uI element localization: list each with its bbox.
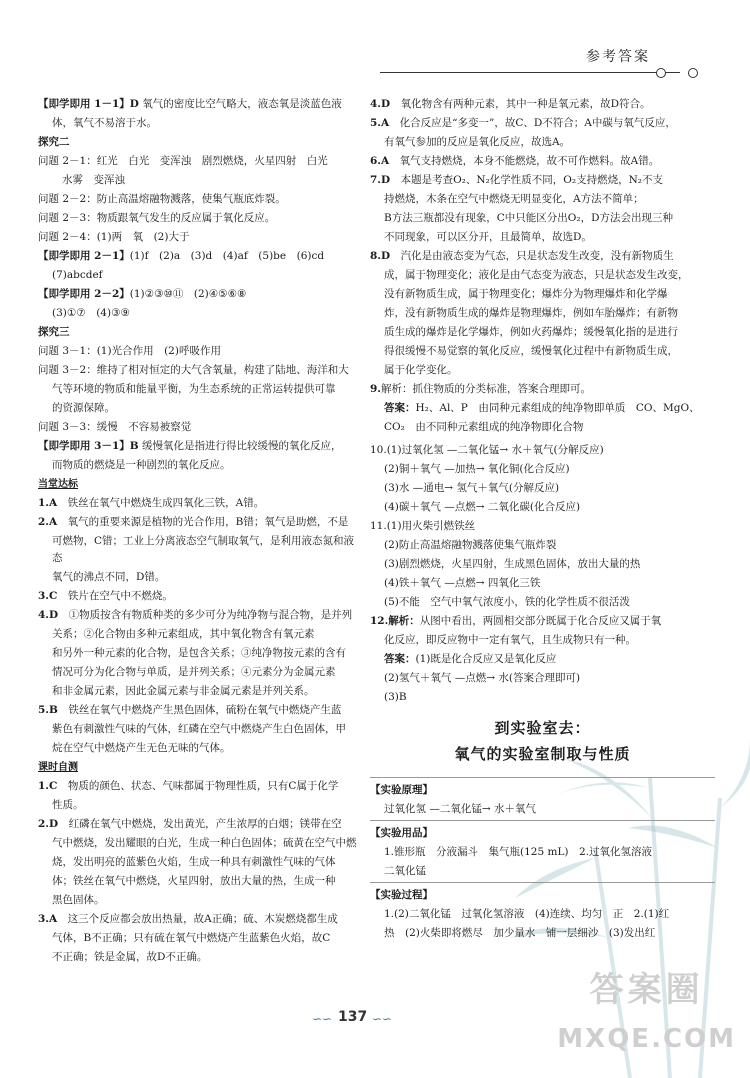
answer-line: 关系；②化合物由多种元素组成，其中氧化物含有氧元素: [52, 628, 315, 641]
equation-line: (4)碳＋氧气 —点燃→ 二氧化碳(化合反应): [384, 501, 581, 513]
answer-line: 问题 2－1：红光 白光 变浑浊 剧烈燃烧，火星四射 白光: [38, 155, 328, 167]
lab-process: 热 (2)火柴即将燃尽 加少量水 铺一层细沙 (3)发出红: [384, 926, 656, 939]
header-rule: [380, 72, 680, 73]
page-ornament-left: ∽∽: [312, 1012, 333, 1026]
answer-line: 【即学即用 2－2】(1)②③⑩⑪ (2)④⑤⑥⑧: [38, 288, 247, 300]
equation-line: 10.(1)过氧化氢 —二氧化锰→ 水＋氧气(分解反应): [370, 444, 604, 456]
lab-section-title: 到实验室去：: [494, 719, 591, 737]
page-number: 137: [338, 1009, 368, 1025]
answer-line: 问题 3－3：缓慢 不容易被察觉: [38, 421, 192, 433]
answer-line: 问题 3－2：维持了相对恒定的大气含氧量，构建了陆地、海洋和大: [38, 364, 349, 376]
lab-section-subtitle: 氧气的实验室制取与性质: [454, 745, 631, 764]
answer-line: 得很缓慢不易觉察的氧化反应，缓慢氧化过程中有新物质生成，: [384, 345, 678, 357]
equation-line: (4)铁＋氧气 —点燃→ 四氧化三铁: [384, 577, 541, 589]
answer-line: 有氧气参加的反应是氧化反应，故选A。: [384, 136, 571, 148]
answer-line: 炸，没有新物质生成的爆炸是物理爆炸，例如车胎爆炸；有新物: [384, 307, 678, 319]
answer-line: 【即学即用 3－1】B 缓慢氧化是指进行得比较缓慢的氧化反应，: [38, 440, 342, 452]
section-heading: 探究三: [38, 326, 70, 338]
right-column: [370, 96, 715, 944]
answer-line: 4.D 氧化物含有两种元素，其中一种是氧元素，故D符合。: [370, 98, 651, 110]
answer-line: 问题 2－2：防止高温熔融物溅落，使集气瓶底炸裂。: [38, 193, 286, 205]
page-ornament-right: ∽∽: [372, 1012, 393, 1026]
answer-line: 问题 2－3：物质跟氧气发生的反应属于氧化反应。: [38, 212, 276, 224]
equation-line: (3)水 —通电→ 氢气＋氧气(分解反应): [384, 482, 560, 494]
answer-line: 气中燃烧，发出耀眼的白光，生成一种白色固体；硫黄在空气中燃: [52, 837, 357, 850]
answer-line: 9.解析：抓住物质的分类标准，答案合理即可。: [370, 383, 591, 395]
answer-line: 化反应，即反应物中一定有氧气，且生成物只有一种。: [384, 634, 636, 646]
divider: [370, 777, 715, 778]
answer-line: 和另外一种元素的化合物，是包含关系；③纯净物按元素的含有: [52, 647, 346, 660]
lab-materials-label: 【实验用品】: [370, 826, 433, 839]
answer-line: 问题 3－1：(1)光合作用 (2)呼吸作用: [38, 345, 221, 357]
answer-line: 和非金属元素，因此金属元素与非金属元素是并列关系。: [52, 685, 315, 698]
answer-line: 质生成的爆炸是化学爆炸，例如火药爆炸；缓慢氧化指的是进行: [384, 326, 678, 338]
answer-line: 5.B 铁丝在氧气中燃烧产生黑色固体，硫粉在氧气中燃烧产生蓝: [38, 704, 342, 717]
answer-line: 体，氧气不易溶于水。: [52, 117, 157, 129]
answer-line: 1.C 物质的颜色、状态、气味都属于物理性质，只有C属于化学: [38, 780, 339, 793]
answer-line: B方法三瓶都没有现象，C中只能区分出O₂，D方法会出现三种: [384, 212, 673, 224]
answer-line: 2.A 氧气的重要来源是植物的光合作用，B错；氧气是助燃，不是: [38, 516, 349, 529]
answer-line: 持燃烧，木条在空气中燃烧无明显变化，A方法不简单；: [384, 193, 644, 205]
answer-line: 紫色有刺激性气味的气体，红磷在空气中燃烧产生白色固体，甲: [52, 723, 346, 736]
answer-line: 情况可分为化合物与单质，是并列关系；④元素分为金属元素: [52, 666, 336, 679]
answer-line: CO₂ 由不同种元素组成的纯净物即化合物: [384, 421, 584, 433]
answer-line: 1.A 铁丝在氧气中燃烧生成四氧化三铁，A错。: [38, 497, 265, 510]
section-heading: 探究二: [38, 136, 70, 148]
answer-line: 属于化学变化。: [384, 364, 458, 376]
answer-line: 成，属于物理变化；液化是由气态变为液态，只是状态发生改变，: [384, 269, 689, 281]
divider: [370, 820, 715, 821]
lab-principle: 过氧化氢 —二氧化锰→ 水＋氧气: [384, 802, 536, 815]
answer-line: 气体，B不正确；只有硫在氧气中燃烧产生蓝紫色火焰，故C: [52, 932, 331, 945]
answer-line: 2.D 红磷在氧气中燃烧，发出黄光，产生浓厚的白烟；镁带在空: [38, 818, 342, 831]
answer-line: (3)①⑦ (4)③⑨: [52, 307, 130, 319]
subsection-heading: 当堂达标: [38, 479, 78, 490]
answer-line: (7)abcdef: [52, 269, 103, 281]
answer-line: 8.D 汽化是由液态变为气态，只是状态发生改变，没有新物质生: [370, 250, 674, 262]
answer-line: 的资源保障。: [52, 402, 115, 414]
answer-line: 6.A 氧气支持燃烧，本身不能燃烧，故不可作燃料。故A错。: [370, 155, 660, 167]
header-circle: [688, 68, 698, 78]
lab-process-label: 【实验过程】: [370, 888, 433, 901]
answer-line: 问题 2－4：(1)两 氧 (2)大于: [38, 231, 190, 243]
answer-line: 5.A 化合反应是“多变一”，故C、D不符合；A中碳与氧气反应，: [370, 117, 676, 129]
answer-line: 而物质的燃烧是一种剧烈的氧化反应。: [52, 459, 231, 471]
subsection-heading: 课时自测: [38, 762, 78, 774]
divider: [370, 882, 715, 883]
answer-line: 【即学即用 2－1】(1)f (2)a (3)d (4)af (5)be (6)cd: [38, 250, 325, 262]
answer-line: 烧，发出明亮的蓝紫色火焰，生成一种具有刺激性气味的气体: [52, 856, 336, 869]
answer-line: 性质。: [52, 799, 84, 812]
answer-line: 答案：H₂、Al、P 由同种元素组成的纯净物即单质 CO、MgO、: [384, 402, 700, 414]
answer-line: 水雾 变浑浊: [62, 174, 125, 186]
answer-line: 4.D ①物质按含有物质种类的多少可分为纯净物与混合物，是并列: [38, 609, 353, 622]
answer-line: 可燃物，C错；工业上分离液态空气制取氧气，是利用液态氮和液态: [52, 535, 355, 565]
answer-line: (2)防止高温熔融物溅落使集气瓶炸裂: [384, 539, 557, 551]
answer-line: 答案：(1)既是化合反应又是氧化反应: [384, 653, 557, 665]
left-column: [38, 96, 358, 968]
answer-line: 没有新物质生成，属于物理变化；爆炸分为物理爆炸和化学爆: [384, 288, 668, 300]
answer-line: (3)B: [384, 691, 407, 703]
header-circle: [656, 68, 666, 78]
answer-line: 不正确；铁是金属，故D不正确。: [52, 951, 208, 964]
answer-line: 3.C 铁片在空气中不燃烧。: [38, 590, 173, 603]
answer-line: 【即学即用 1－1】D 氧气的密度比空气略大，液态氧是淡蓝色液: [38, 98, 342, 110]
lab-process: 1.(2)二氧化锰 过氧化氢溶液 (4)连续、均匀 正 2.(1)红: [384, 907, 670, 920]
answer-line: 烷在空气中燃烧产生无色无味的气体。: [52, 742, 231, 755]
lab-principle-label: 【实验原理】: [370, 783, 433, 796]
answer-line: (3)剧烈燃烧，火星四射，生成黑色固体，放出大量的热: [384, 558, 641, 570]
answer-line: 氧气的沸点不同，D错。: [52, 571, 166, 584]
lab-materials: 二氧化锰: [384, 864, 426, 877]
answer-line: 7.D 本题是考查O₂、N₂化学性质不同，O₂支持燃烧，N₂不支: [370, 174, 664, 186]
watermark-logo: 答案圈 MXQE.COM: [557, 969, 736, 1054]
header-title: 参考答案: [586, 49, 650, 65]
answer-line: 体；铁丝在氧气中燃烧，火星四射，放出大量的热，生成一种: [52, 875, 336, 888]
answer-line: (5)不能 空气中氧气浓度小，铁的化学性质不很活泼: [384, 596, 630, 608]
equation-line: (2)氢气＋氧气 —点燃→ 水(答案合理即可): [384, 672, 581, 684]
answer-line: 12.解析：从图中看出，两圆相交部分既属于化合反应又属于氧: [370, 615, 662, 627]
answer-line: 3.A 这三个反应都会放出热量，故A正确；硫、木炭燃烧都生成: [38, 913, 338, 926]
answer-line: 不同现象，可以区分开，且最简单，故选D。: [384, 231, 592, 243]
equation-line: (2)铜＋氧气 —加热→ 氧化铜(化合反应): [384, 463, 570, 475]
answer-line: 黑色固体。: [52, 894, 105, 907]
answer-line: 11.(1)用火柴引燃铁丝: [370, 520, 476, 532]
answer-line: 气等环境的物质和能量平衡，为生态系统的正常运转提供可靠: [52, 383, 336, 395]
lab-materials: 1.锥形瓶 分液漏斗 集气瓶(125 mL) 2.过氧化氢溶液: [384, 845, 653, 858]
